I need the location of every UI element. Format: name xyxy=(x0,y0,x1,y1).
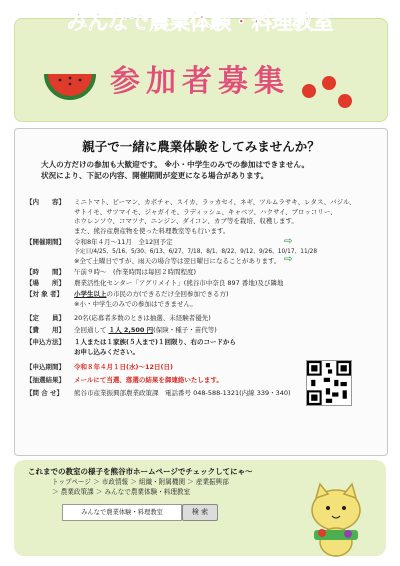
breadcrumb: トップページ ＞ 市政情報 ＞ 組織・附属機関 ＞ 産業振興部 ＞ 農業政策課 ＞ みんなで農業体験・料理教室 xyxy=(52,478,229,496)
arrow-icon: ⇨ xyxy=(284,254,293,265)
cat-mascot-illustration xyxy=(300,478,372,558)
lead-headline: 親子で一緒に農業体験をしてみませんか？ xyxy=(82,139,320,154)
search-button[interactable]: 検 索 xyxy=(182,504,218,521)
tomato-icon xyxy=(338,94,352,108)
footer-title: これまでの教室の様子を熊谷市ホームページでチェックしてにゃ～ xyxy=(28,467,253,476)
tomato-icon xyxy=(302,84,316,98)
search-input[interactable]: みんなで農業体験・料理教室 xyxy=(62,504,182,521)
intro-text: 大人の方だけの参加も大歓迎です。 ※小・中学生のみでの参加はできません。 状況により、下記の内容、開催期間が変更になる場合があります。 xyxy=(41,160,310,180)
watermelon-illustration xyxy=(44,70,96,106)
qr-code[interactable] xyxy=(306,360,352,406)
title-line-2: 参加者募集 xyxy=(110,64,290,99)
title-line-1: みんなで農業体験・料理教室 xyxy=(66,10,334,34)
arrow-icon: ⇨ xyxy=(284,236,293,247)
tomato-icon xyxy=(322,76,336,90)
